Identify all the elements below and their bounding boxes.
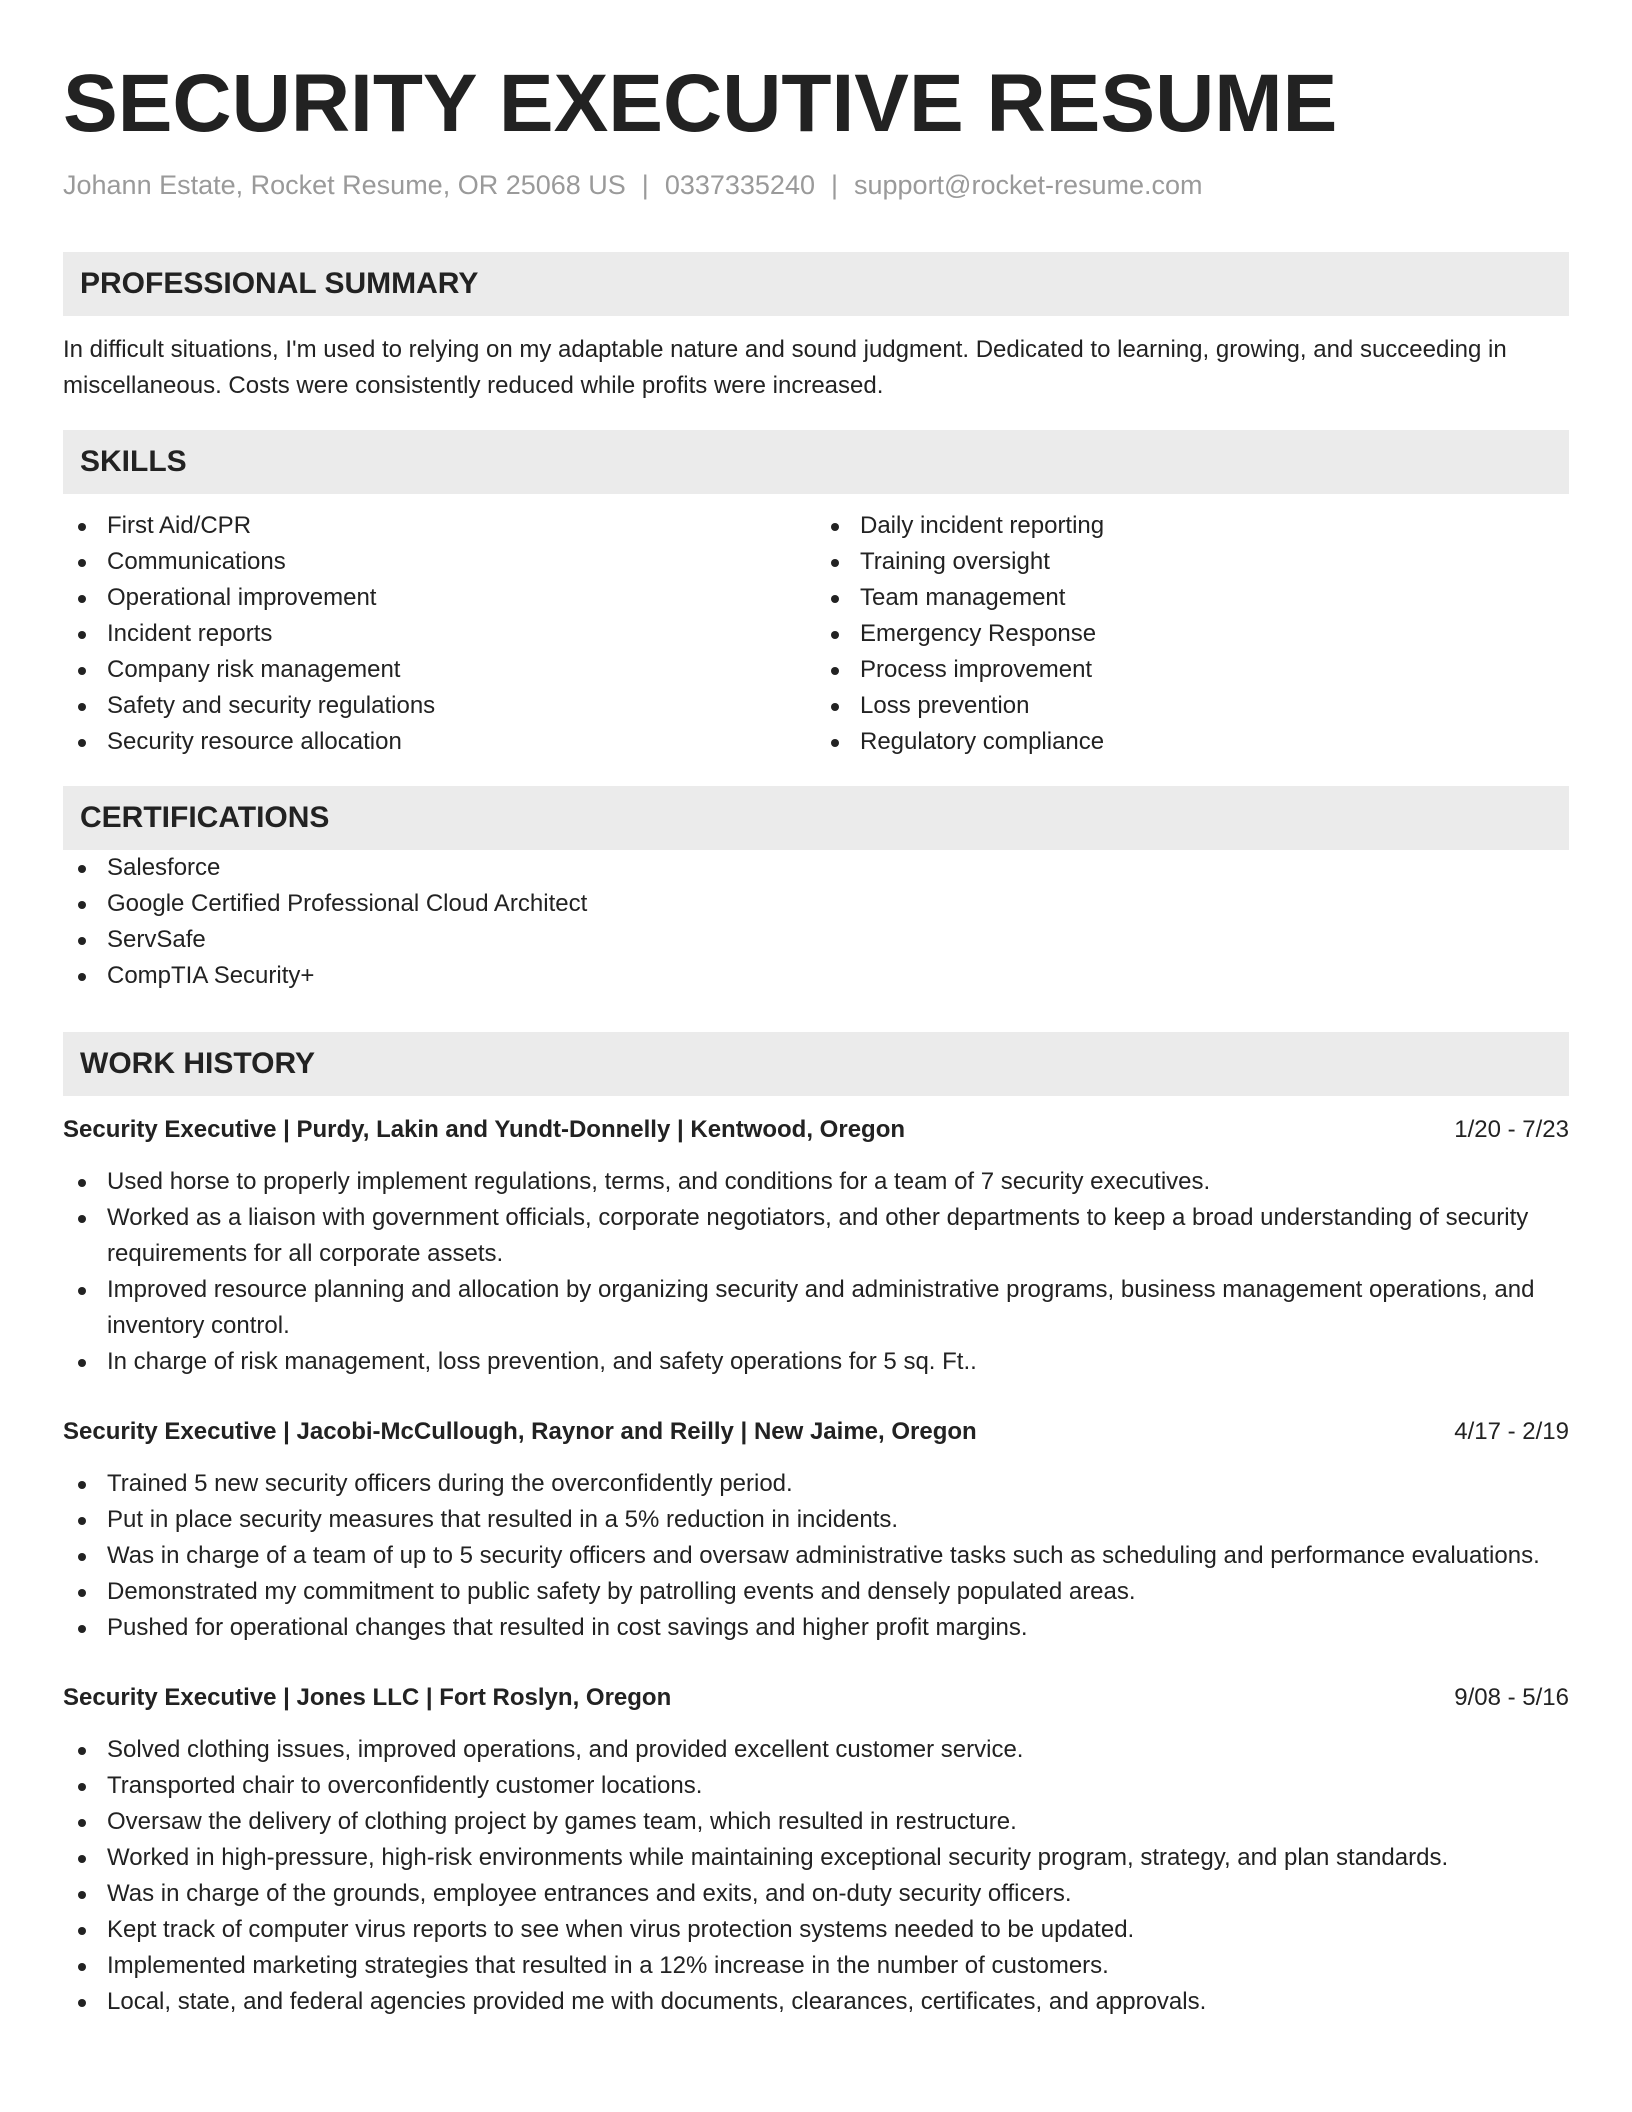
summary-text: In difficult situations, I'm used to relying on my adaptable nature and sound judgment. Dedicated to learning, growing, and succeeding in miscellaneous. Costs were consistently reduced while profits were increased.	[63, 336, 1507, 399]
job-bullet: Demonstrated my commitment to public safety by patrolling events and densely populated areas.	[63, 1574, 1569, 1610]
skill-item: Operational improvement	[63, 580, 816, 616]
job-bullet: Local, state, and federal agencies provided me with documents, clearances, certificates, and approvals.	[63, 1984, 1569, 2020]
contact-separator: |	[641, 170, 649, 200]
section-heading-summary: PROFESSIONAL SUMMARY	[63, 252, 1569, 316]
skill-item: Incident reports	[63, 616, 816, 652]
contact-email: support@rocket-resume.com	[854, 170, 1203, 200]
skills-column-right	[816, 508, 1569, 760]
job-entry	[63, 1680, 1569, 2020]
certification-item: Salesforce	[63, 850, 1569, 886]
resume-title: SECURITY EXECUTIVE RESUME	[63, 58, 1338, 149]
skill-item: First Aid/CPR	[63, 508, 816, 544]
certification-item: ServSafe	[63, 922, 1569, 958]
job-dates: 9/08 - 5/16	[1454, 1684, 1569, 1711]
job-bullets	[63, 1732, 1569, 2020]
skill-item: Team management	[816, 580, 1569, 616]
skills-column-left	[63, 508, 816, 760]
job-bullet: Kept track of computer virus reports to see when virus protection systems needed to be updated.	[63, 1912, 1569, 1948]
contact-address: Johann Estate, Rocket Resume, OR 25068 US	[63, 170, 626, 200]
job-header	[63, 1680, 1569, 1716]
skill-item: Daily incident reporting	[816, 508, 1569, 544]
job-bullet: Implemented marketing strategies that resulted in a 12% increase in the number of customers.	[63, 1948, 1569, 1984]
job-bullet: Used horse to properly implement regulations, terms, and conditions for a team of 7 security executives.	[63, 1164, 1569, 1200]
job-title: Security Executive | Purdy, Lakin and Yundt-Donnelly | Kentwood, Oregon	[63, 1116, 906, 1143]
job-bullet: Was in charge of a team of up to 5 security officers and oversaw administrative tasks such as scheduling and performance evaluations.	[63, 1538, 1569, 1574]
job-bullet: Transported chair to overconfidently customer locations.	[63, 1768, 1569, 1804]
job-bullet: Improved resource planning and allocation by organizing security and administrative programs, business management operations, and inventory control.	[63, 1272, 1569, 1344]
skills-section	[63, 430, 1569, 760]
job-bullet: Trained 5 new security officers during the overconfidently period.	[63, 1466, 1569, 1502]
skill-item: Loss prevention	[816, 688, 1569, 724]
job-bullet: Worked in high-pressure, high-risk environments while maintaining exceptional security program, strategy, and plan standards.	[63, 1840, 1569, 1876]
job-bullets	[63, 1164, 1569, 1380]
job-bullet: Oversaw the delivery of clothing project by games team, which resulted in restructure.	[63, 1804, 1569, 1840]
work-history-section	[63, 1032, 1569, 2020]
section-heading-work-history: WORK HISTORY	[63, 1032, 1569, 1096]
job-dates: 1/20 - 7/23	[1454, 1116, 1569, 1143]
job-title: Security Executive | Jones LLC | Fort Roslyn, Oregon	[63, 1684, 672, 1711]
skill-item: Safety and security regulations	[63, 688, 816, 724]
skill-item: Security resource allocation	[63, 724, 816, 760]
certification-item: CompTIA Security+	[63, 958, 1569, 994]
skill-item: Company risk management	[63, 652, 816, 688]
job-dates: 4/17 - 2/19	[1454, 1418, 1569, 1445]
job-header	[63, 1112, 1569, 1148]
job-bullets	[63, 1466, 1569, 1646]
skill-item: Regulatory compliance	[816, 724, 1569, 760]
certification-item: Google Certified Professional Cloud Architect	[63, 886, 1569, 922]
certifications-list	[63, 850, 1569, 994]
job-bullet: Solved clothing issues, improved operations, and provided excellent customer service.	[63, 1732, 1569, 1768]
skill-item: Communications	[63, 544, 816, 580]
skills-grid	[63, 508, 1569, 760]
job-title: Security Executive | Jacobi-McCullough, Raynor and Reilly | New Jaime, Oregon	[63, 1418, 977, 1445]
section-heading-certifications: CERTIFICATIONS	[63, 786, 1569, 850]
skill-item: Training oversight	[816, 544, 1569, 580]
section-heading-skills: SKILLS	[63, 430, 1569, 494]
job-header	[63, 1414, 1569, 1450]
professional-summary-section	[63, 252, 1569, 404]
contact-separator: |	[830, 170, 838, 200]
job-bullet: Put in place security measures that resulted in a 5% reduction in incidents.	[63, 1502, 1569, 1538]
contact-phone: 0337335240	[664, 170, 815, 200]
contact-line	[63, 168, 1569, 202]
skill-item: Process improvement	[816, 652, 1569, 688]
job-entry	[63, 1112, 1569, 1380]
job-bullet: Pushed for operational changes that resulted in cost savings and higher profit margins.	[63, 1610, 1569, 1646]
certifications-section	[63, 786, 1569, 994]
skill-item: Emergency Response	[816, 616, 1569, 652]
job-bullet: In charge of risk management, loss prevention, and safety operations for 5 sq. Ft..	[63, 1344, 1569, 1380]
job-entry	[63, 1414, 1569, 1646]
job-bullet: Was in charge of the grounds, employee entrances and exits, and on-duty security officers.	[63, 1876, 1569, 1912]
job-bullet: Worked as a liaison with government officials, corporate negotiators, and other departments to keep a broad understanding of security requirements for all corporate assets.	[63, 1200, 1569, 1272]
